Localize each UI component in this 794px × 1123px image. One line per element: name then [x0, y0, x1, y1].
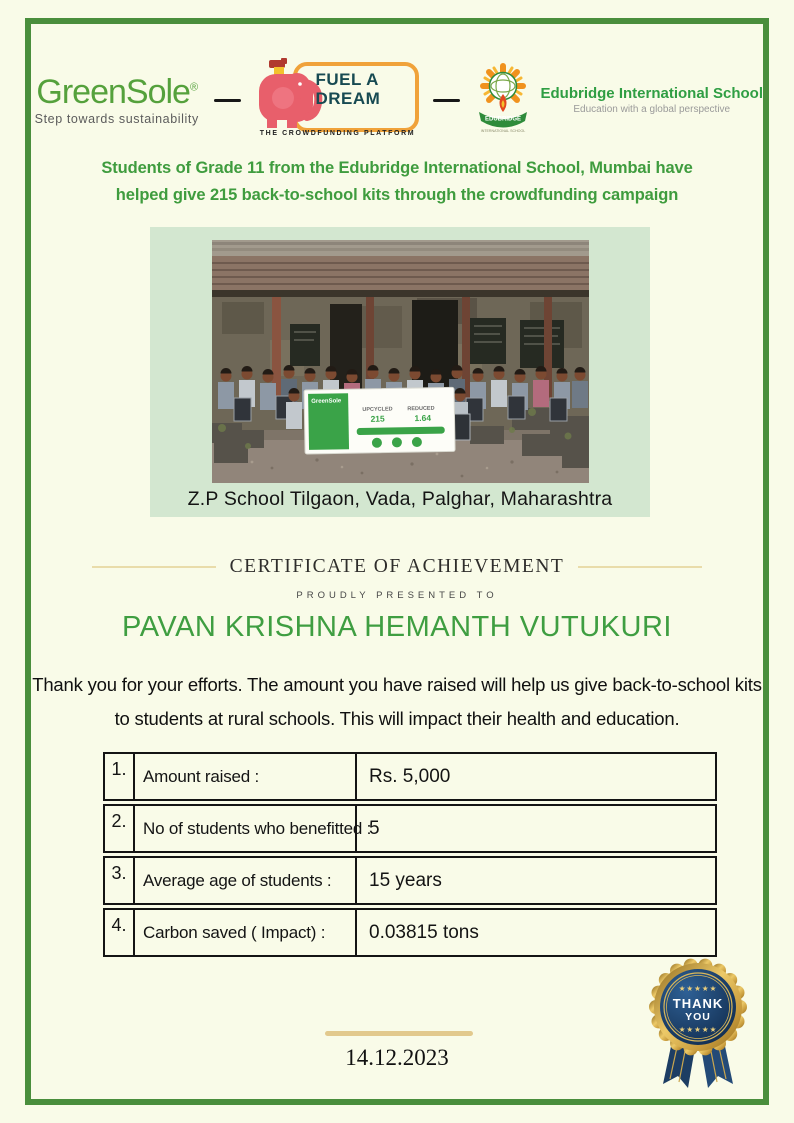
- table-row: [103, 856, 717, 905]
- presented-to-label: PROUDLY PRESENTED TO: [296, 590, 498, 601]
- edubridge-tagline: Education with a global perspective: [573, 104, 731, 115]
- thank-you-message: Thank you for your efforts. The amount you have raised will help us give back-to-school kits to students at rural schools. This will impact their health and education.: [32, 674, 762, 730]
- row-number: 3.: [105, 858, 135, 903]
- greensole-tagline: Step towards sustainability: [34, 111, 199, 126]
- edubridge-name: Edubridge International School: [540, 85, 763, 102]
- greensole-wordmark: [31, 72, 202, 111]
- table-row: [103, 804, 717, 853]
- announcement-line2: helped give 215 back-to-school kits through the crowdfunding campaign: [115, 186, 679, 205]
- row-value: 0.03815 tons: [369, 921, 479, 943]
- school-group-photo: [212, 240, 589, 483]
- row-value: 5: [369, 817, 380, 839]
- badge-text-thank: THANK: [672, 996, 724, 1011]
- photo-card: [150, 227, 650, 517]
- announcement-line1: Students of Grade 11 from the Edubridge International School, Mumbai have: [101, 159, 693, 177]
- separator-dash-right: [433, 99, 460, 102]
- greensole-wordmark-text: GreenSole: [36, 72, 190, 111]
- row-number: 1.: [105, 754, 135, 799]
- banner-stat2-label: REDUCED: [407, 405, 435, 413]
- title-line-left: [92, 566, 216, 568]
- badge-stars-top: ★★★★★: [678, 984, 718, 993]
- certificate-title-row: [0, 556, 794, 578]
- photo-banner: [304, 387, 455, 454]
- certificate-title: CERTIFICATE OF ACHIEVEMENT: [229, 556, 565, 577]
- fuel-a-dream-title: [315, 70, 411, 108]
- title-line-right: [578, 566, 702, 568]
- table-row: [103, 752, 717, 801]
- table-row: [103, 908, 717, 957]
- greensole-logo: [31, 72, 202, 126]
- stats-table: [103, 752, 717, 960]
- badge-text-you: YOU: [685, 1011, 711, 1023]
- row-label: No of students who benefitted :: [135, 806, 357, 851]
- fuel-a-dream-line2: DREAM: [315, 89, 381, 109]
- photo-roof: [212, 256, 589, 297]
- row-number: 4.: [105, 910, 135, 955]
- edubridge-logo: [472, 60, 763, 140]
- logo-row: [31, 54, 763, 146]
- row-value: Rs. 5,000: [369, 765, 451, 787]
- edubridge-emblem-subtext: INTERNATIONAL SCHOOL: [481, 129, 526, 133]
- row-label: Carbon saved ( Impact) :: [135, 910, 357, 955]
- edubridge-emblem-text: EDUBRIDGE: [485, 116, 522, 123]
- badge-stars-bottom: ★★★★★: [678, 1025, 718, 1034]
- certificate-date: 14.12.2023: [345, 1045, 449, 1070]
- banner-stat1-value: 215: [370, 413, 385, 424]
- photo-caption: Z.P School Tilgaon, Vada, Palghar, Maharashtra: [187, 488, 613, 510]
- edubridge-emblem-icon: [472, 60, 534, 140]
- fuel-a-dream-tagline: THE CROWDFUNDING PLATFORM: [259, 130, 416, 137]
- row-label: Average age of students :: [135, 858, 357, 903]
- announcement-text: [0, 155, 794, 209]
- banner-stat1-label: UPCYCLED: [362, 406, 393, 413]
- row-value: 15 years: [369, 869, 442, 891]
- fuel-a-dream-line1: FUEL A: [315, 70, 379, 89]
- date-underline: [325, 1031, 473, 1036]
- registered-mark: ®: [189, 81, 198, 94]
- row-number: 2.: [105, 806, 135, 851]
- separator-dash-left: [214, 99, 241, 102]
- banner-stat2-value: 1.64: [414, 412, 432, 424]
- fuel-a-dream-logo: [253, 54, 421, 146]
- banner-brand-text: GreenSole: [311, 398, 342, 405]
- row-label: Amount raised :: [135, 754, 357, 799]
- thank-you-badge: [646, 958, 750, 1098]
- recipient-name: PAVAN KRISHNA HEMANTH VUTUKURI: [122, 611, 672, 643]
